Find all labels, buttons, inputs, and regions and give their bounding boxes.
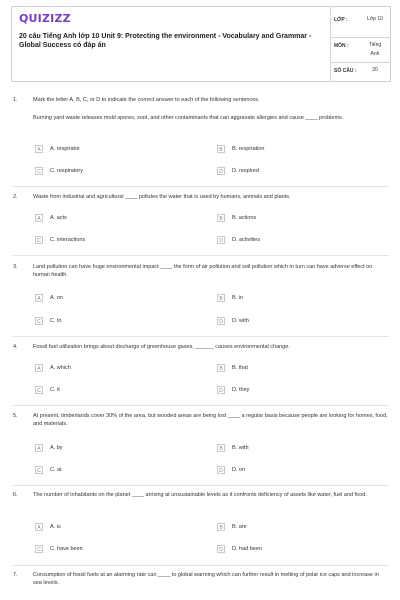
option-letter-box: D	[217, 466, 225, 474]
option-letter-box: C	[35, 236, 43, 244]
option-text: D. activities	[232, 237, 261, 243]
option-text: B. in	[232, 295, 244, 301]
question-number: 6.	[13, 492, 18, 498]
option-text: A. on	[50, 295, 63, 301]
question-text: Fossil fuel utilization brings about discharge of greenhouse gases, ______ causes environmental change.	[33, 344, 290, 350]
question-divider	[13, 336, 389, 337]
question-number: 1.	[13, 97, 18, 103]
option-text: D. on	[232, 467, 246, 473]
question-text: Waste from industrial and agricultural ____ pollutes the water that is used by humans, animals and plants.	[33, 194, 291, 200]
option-text: C. at	[50, 467, 62, 473]
option-text: B. actions	[232, 215, 257, 221]
question-count-value: 20	[372, 67, 378, 73]
question-number: 2.	[13, 194, 18, 200]
option-text: B. that	[232, 365, 248, 371]
option-letter-box: B	[217, 444, 225, 452]
option-letter-box: D	[217, 545, 225, 553]
worksheet-title: 20 câu Tiếng Anh lớp 10 Unit 9: Protecting the environment - Vocabulary and Grammar - Global Success có đáp án	[19, 33, 312, 49]
option-letter-box: A	[35, 294, 43, 302]
option-text: C. respiratory	[50, 168, 84, 174]
option-text: C. have been	[50, 546, 83, 552]
subject-value: Tiếng Anh	[368, 42, 382, 57]
option-letter-box: C	[35, 466, 43, 474]
option-letter-box: A	[35, 444, 43, 452]
option-text: D. with	[232, 318, 249, 324]
option-text: C. to	[50, 318, 62, 324]
option-text: A. acts	[50, 215, 67, 221]
worksheet-header	[11, 6, 391, 82]
option-letter-box: B	[217, 294, 225, 302]
option-letter-box: B	[217, 145, 225, 153]
option-text: C. it	[50, 387, 60, 393]
question-divider	[13, 255, 389, 256]
option-text: C. interactions	[50, 237, 86, 243]
option-text: D. had been	[232, 546, 262, 552]
option-text: A. respirator	[50, 146, 80, 152]
option-text: A. by	[50, 445, 63, 451]
option-text: A. is	[50, 524, 61, 530]
question-divider	[13, 565, 389, 566]
option-text: D. they	[232, 387, 250, 393]
option-text: A. which	[50, 365, 71, 371]
meta-row-divider	[330, 62, 390, 63]
option-text: B. with	[232, 445, 249, 451]
question-text: Burning yard waste releases mold spores, soot, and other contaminants that can aggravate allergies and cause ____ problems.	[33, 115, 344, 121]
option-text: B. respiration	[232, 146, 265, 152]
quizizz-logo: QUIZIZZ	[19, 12, 71, 25]
option-letter-box: A	[35, 364, 43, 372]
option-text: D. respired	[232, 168, 259, 174]
option-letter-box: B	[217, 214, 225, 222]
question-instruction: Mark the letter A, B, C, or D to indicate the correct answer to each of the following sentences.	[33, 97, 260, 103]
question-text: The number of inhabitants on the planet ____ arriving at unsustainable levels as it confronts deficiency of assets like water, fuel and food.	[33, 492, 367, 498]
option-letter-box: D	[217, 386, 225, 394]
option-letter-box: D	[217, 317, 225, 325]
meta-divider	[330, 7, 331, 81]
class-value: Lớp 10	[367, 16, 383, 22]
meta-row-divider	[330, 37, 390, 38]
option-letter-box: C	[35, 167, 43, 175]
question-divider	[13, 186, 389, 187]
subject-label: MÔN :	[334, 43, 349, 49]
option-letter-box: A	[35, 523, 43, 531]
question-divider	[13, 485, 389, 486]
question-number: 5.	[13, 413, 18, 419]
option-letter-box: A	[35, 214, 43, 222]
question-number: 4.	[13, 344, 18, 350]
option-letter-box: D	[217, 236, 225, 244]
option-letter-box: C	[35, 545, 43, 553]
option-letter-box: C	[35, 317, 43, 325]
option-letter-box: B	[217, 523, 225, 531]
question-text: At present, timberlands cover 30% of the area, but wooded areas are being lost ____ a regular basis because people are looking for homes, food, and materials.	[33, 413, 388, 427]
option-letter-box: B	[217, 364, 225, 372]
question-count-label: SỐ CÂU :	[334, 68, 357, 74]
class-label: LỚP :	[334, 17, 348, 23]
option-letter-box: D	[217, 167, 225, 175]
option-letter-box: A	[35, 145, 43, 153]
question-text: Land pollution can have huge environmental impact ____ the form of air pollution and soil pollution which in turn can have adverse effect on human health.	[33, 264, 373, 278]
question-text: Consumption of fossil fuels at an alarming rate can ____ to global warming which can further result in melting of polar ice caps and increase in sea levels.	[33, 572, 379, 586]
question-divider	[13, 405, 389, 406]
option-text: B. are	[232, 524, 247, 530]
question-number: 7.	[13, 572, 18, 578]
option-letter-box: C	[35, 386, 43, 394]
question-number: 3.	[13, 264, 18, 270]
